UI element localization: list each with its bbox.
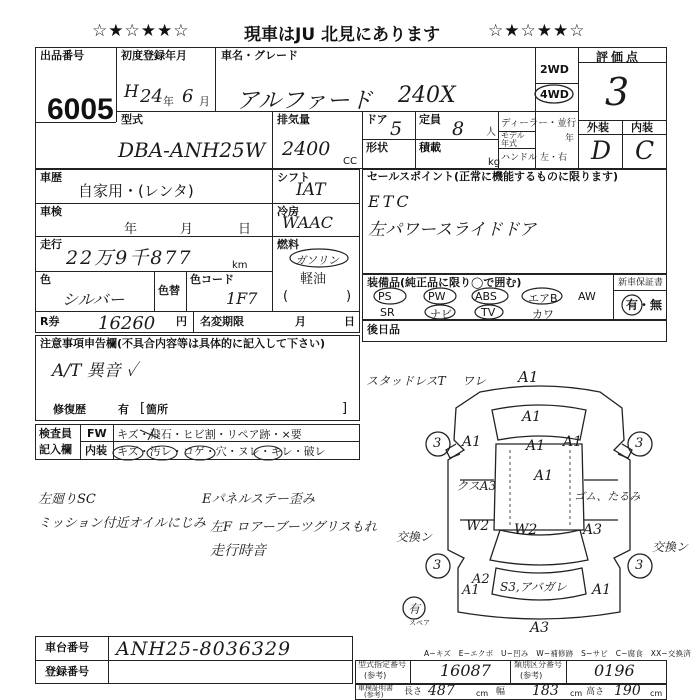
fw-items: キズ・飛石・ヒビ割・リペア跡・×要 <box>117 428 302 441</box>
length-unit: cm <box>476 689 489 698</box>
displacement-unit: CC <box>343 156 357 167</box>
designation-label: 型式指定番号 <box>358 660 406 669</box>
remark-lower-boot: 左F ロアーブーツグリスもれ <box>210 520 377 535</box>
inspector-label: 検査員 <box>39 427 72 440</box>
diagram-exchange-right: 交換ン <box>652 540 689 554</box>
equip-ps: PS <box>378 290 392 303</box>
exterior-grade: D <box>591 136 612 165</box>
displacement-label: 排気量 <box>277 113 310 126</box>
first-registration-label: 初度登録年月 <box>121 49 187 62</box>
displacement-value: 2400 <box>282 138 331 160</box>
interior-items: キズ・汚レ・コゲ・穴・ヌレ・キレ・破レ <box>117 445 326 458</box>
cert-label: 車検証明書 <box>358 684 393 692</box>
equip-abs: ABS <box>475 290 497 303</box>
model-year-label-a: モデル <box>501 131 525 140</box>
sales-point-etc: ETC <box>368 192 412 211</box>
damage-note-5: A1 <box>526 438 546 454</box>
header-stars-right: ☆★☆★★☆ <box>488 21 586 41</box>
mileage-unit: km <box>232 260 248 271</box>
damage-note-a1-rear: A1 <box>462 583 480 598</box>
equip-airbag: エアB <box>528 292 558 305</box>
remark-left-turn: 左廻りSC <box>38 492 96 507</box>
registration-year: 24 <box>140 86 163 107</box>
history-label: 車歴 <box>40 171 62 184</box>
length-label: 長さ <box>404 687 423 697</box>
remark-running-noise: 走行時音 <box>210 543 266 559</box>
title-change-label: 名変期限 <box>200 315 244 328</box>
height-label: 高さ <box>586 687 605 697</box>
mileage-label: 走行 <box>40 238 62 251</box>
history-value: 自家用・(レンタ) <box>78 182 194 200</box>
damage-note-a1-rear-right: A1 <box>592 582 612 598</box>
equipment-label: 装備品(純正品に限り◯で囲む) <box>367 276 522 289</box>
inspector-marks <box>110 424 360 460</box>
inspection-day-unit: 日 <box>238 222 252 237</box>
damage-note-rust: S3,アバガレ <box>500 580 567 594</box>
recycle-unit: 円 <box>176 315 187 328</box>
registration-number-label: 登録番号 <box>45 665 89 678</box>
registration-month: 6 <box>182 86 194 107</box>
type-code: DBA-ANH25W <box>118 138 266 162</box>
inspector-entry-label: 記入欄 <box>39 443 72 456</box>
registration-year-unit: 年 <box>163 95 174 108</box>
rear-items-label: 後日品 <box>367 323 400 336</box>
class-number: 0196 <box>594 661 635 680</box>
inspection-month-unit: 月 <box>180 222 194 237</box>
registration-month-unit: 月 <box>199 95 210 108</box>
fuel-gasoline-circle <box>289 248 349 268</box>
sales-point-slide-door: 左パワースライドドア <box>368 220 537 240</box>
interior-grade: C <box>635 136 655 165</box>
capacity-value: 8 <box>452 118 465 140</box>
type-label: 型式 <box>121 113 143 126</box>
diagram-crack: ワレ <box>462 374 487 388</box>
exterior-label: 外装 <box>587 121 609 134</box>
cert-sub: (参考) <box>364 691 384 699</box>
color-code-value: 1F7 <box>226 289 258 308</box>
damage-note-a3-right: A3 <box>583 522 603 538</box>
equip-pw: PW <box>428 290 446 303</box>
damage-note-w2-left: W2 <box>466 518 490 534</box>
equip-aw: AW <box>578 290 596 303</box>
fuel-light-oil: 軽油 <box>300 272 327 287</box>
lot-number: 6005 <box>47 93 114 126</box>
drive-4wd: 4WD <box>540 88 569 101</box>
title-change-month: 月 <box>295 315 306 328</box>
width-label: 幅 <box>496 687 506 697</box>
damage-note-scratch-a3: クスA3 <box>456 479 497 493</box>
color-value: シルバー <box>62 290 125 309</box>
registration-era: H <box>124 82 139 102</box>
model-label: 車名・グレード <box>221 49 298 62</box>
width-unit: cm <box>570 689 583 698</box>
fuel-label: 燃料 <box>277 238 299 251</box>
warranty-options: 有・無 <box>626 298 663 312</box>
repair-bracket-close: ] <box>342 401 348 416</box>
model-name: アルファード <box>236 88 373 114</box>
damage-note-a2: A2 <box>472 572 490 587</box>
color-change-label: 色替 <box>158 284 180 297</box>
sales-points-label: セールスポイント(正常に機能するものに限ります) <box>367 170 619 183</box>
equip-navi: ナビ <box>430 308 452 321</box>
wheel-note-fr: 3 <box>635 436 644 451</box>
damage-note-rubber: ゴム、たるみ <box>574 490 641 503</box>
cooling-label: 冷房 <box>277 205 299 218</box>
equip-tv: TV <box>481 306 496 319</box>
spare-label: スペア <box>409 619 430 627</box>
damage-note-w2-center: W2 <box>514 522 538 538</box>
width-value: 183 <box>532 683 559 699</box>
drive-2wd: 2WD <box>540 63 569 76</box>
repair-history-label: 修復歴 <box>53 403 86 416</box>
class-label: 類別区分番号 <box>514 660 562 669</box>
wheel-note-fl: 3 <box>433 436 442 451</box>
cooling-value: WAAC <box>282 213 333 232</box>
recycle-label: R券 <box>40 315 60 328</box>
interior-label: 内装 <box>631 121 653 134</box>
diagram-exchange-left: 交換ン <box>396 530 433 544</box>
location-notice: 現車はJU 北見にあります <box>244 25 441 45</box>
handle-label: ハンドル <box>501 153 538 163</box>
height-unit: cm <box>650 689 663 698</box>
notes-label: 注意事項申告欄(不具合内容等は具体的に記入して下さい) <box>40 337 326 350</box>
color-code-label: 色コード <box>190 273 234 286</box>
damage-note-6: A1 <box>534 468 554 484</box>
lot-number-label: 出品番号 <box>40 49 84 62</box>
capacity-label: 定員 <box>419 113 441 126</box>
repair-history-location: 箇所 <box>146 403 168 416</box>
handle-options: 左・右 <box>540 153 568 163</box>
capacity-unit: 人 <box>486 127 496 138</box>
damage-note-a3-bottom: A3 <box>530 620 550 636</box>
recycle-value: 16260 <box>98 313 156 334</box>
chassis-label: 車台番号 <box>45 641 89 654</box>
load-label: 積載 <box>419 141 441 154</box>
inspection-label: 車検 <box>40 205 62 218</box>
length-value: 487 <box>428 683 455 699</box>
damage-note-4: A1 <box>563 434 583 450</box>
designation-number: 16087 <box>440 661 491 680</box>
evaluation-score: 3 <box>605 70 630 114</box>
equip-sr: SR <box>380 306 395 319</box>
remark-mission-oil: ミッション付近オイルにじみ <box>38 516 206 531</box>
load-unit: kg <box>488 157 501 168</box>
model-grade: 240X <box>398 83 456 108</box>
rear-seat-block <box>362 320 667 342</box>
warranty-yes-circle <box>621 294 643 316</box>
height-value: 190 <box>614 683 641 699</box>
damage-legend: A−キズ E−エクボ U−凹み W−補修跡 S−サビ C−腐食 XX−交換済 <box>424 649 691 658</box>
fw-label: FW <box>87 427 107 440</box>
dealer-label: ディーラー・並行 <box>501 118 577 129</box>
damage-note-1: A1 <box>518 368 539 386</box>
shape-label: 形状 <box>366 141 388 154</box>
equipment-circles <box>370 287 610 321</box>
remark-e-panel: Eパネルステー歪み <box>202 492 315 507</box>
doors-label: ドア <box>366 113 388 126</box>
evaluation-label: 評価点 <box>596 50 642 64</box>
drive-4wd-circle <box>534 84 574 104</box>
interior-check-label: 内装 <box>85 444 107 457</box>
model-year-unit: 年 <box>565 134 575 144</box>
title-change-day: 日 <box>344 315 355 328</box>
shift-label: シフト <box>277 171 310 184</box>
shift-value: IAT <box>296 180 326 200</box>
class-sub: (参考) <box>520 671 543 680</box>
doors-value: 5 <box>390 118 403 140</box>
fuel-gasoline: ガソリン <box>295 254 339 267</box>
inspection-year-unit: 年 <box>124 222 138 237</box>
color-label: 色 <box>40 273 51 286</box>
header-stars-left: ☆★☆★★☆ <box>92 21 190 41</box>
damage-note-3: A1 <box>462 434 482 450</box>
repair-history-yes: 有 <box>118 403 129 416</box>
repair-bracket-open: [ <box>140 401 146 416</box>
chassis-number: ANH25-8036329 <box>116 638 292 660</box>
warranty-label: 新車保証書 <box>618 278 664 288</box>
diagram-studless: スタッドレスT <box>366 374 446 388</box>
model-year-label-b: 年式 <box>501 139 517 148</box>
damage-note-2: A1 <box>522 409 542 425</box>
designation-sub: (参考) <box>364 671 387 680</box>
wheel-note-rr: 3 <box>635 558 644 573</box>
spare-yes: 有 <box>408 602 421 616</box>
wheel-note-rl: 3 <box>433 558 442 573</box>
fuel-paren-open: ( <box>283 289 289 304</box>
mileage-value: 22万9千877 <box>66 247 193 269</box>
equip-leather: カワ <box>532 308 554 321</box>
notes-value: A/T 異音 ✓ <box>52 361 138 381</box>
fuel-paren-close: ) <box>346 289 352 304</box>
